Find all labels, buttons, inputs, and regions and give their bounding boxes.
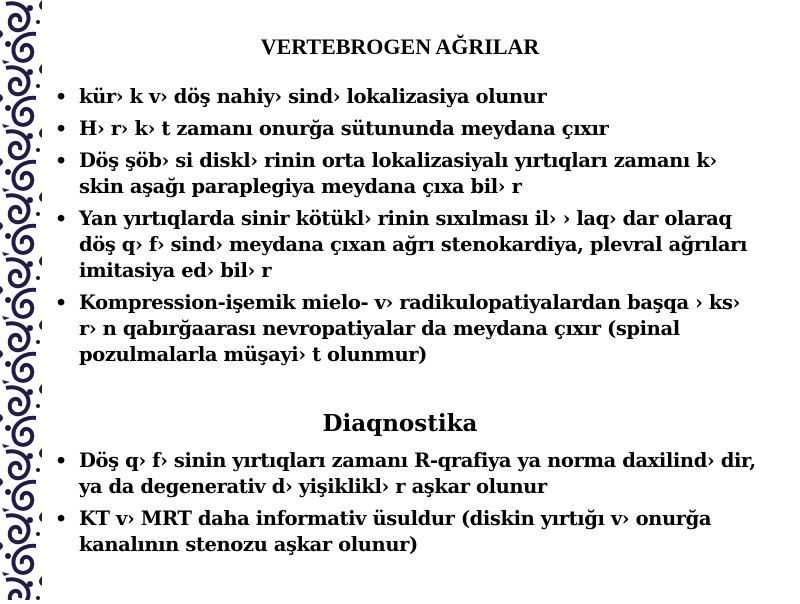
list-item: • KT v› MRT daha informativ üsuldur (diskin yırtığı v› onurğa kanalının stenozu aşkar olunur) (55, 506, 760, 558)
list-item: • Yan yırtıqlarda sinir kötükl› rinin sıxılması il› › laq› dar olaraq döş q› f› sind› meydana çıxan ağrı stenokardiya, plevral ağrıları imitasiya ed› bil› r (55, 206, 760, 284)
paisley-pattern-icon (0, 0, 42, 600)
slide-content (55, 0, 785, 600)
list-item: • Döş şöb› si diskl› rinin orta lokalizasiyalı yırtıqları zamanı k› skin aşağı paraplegiya meydana çıxa bil› r (55, 148, 760, 200)
diagnostics-list (55, 448, 760, 564)
section-heading-diagnostics: Diaqnostika (322, 410, 478, 437)
slide-title: VERTEBROGEN AĞRILAR (260, 34, 540, 59)
list-item: • Kompression-işemik mielo- v› radikulopatiyalardan başqa › ks› r› n qabırğaarası nevropatiyalar da meydana çıxır (spinal pozulmalarla müşayi› t olunmur) (55, 290, 760, 368)
list-item: • H› r› k› t zamanı onurğa sütununda meydana çıxır (55, 116, 760, 142)
decorative-paisley-border (0, 0, 42, 600)
list-item: • kür› k v› döş nahiy› sind› lokalizasiya olunur (55, 84, 760, 110)
list-item: • Döş q› f› sinin yırtıqları zamanı R-qrafiya ya norma daxilind› dir, ya da degenerativ d› yişiklikl› r aşkar olunur (55, 448, 760, 500)
symptoms-list (55, 84, 760, 374)
